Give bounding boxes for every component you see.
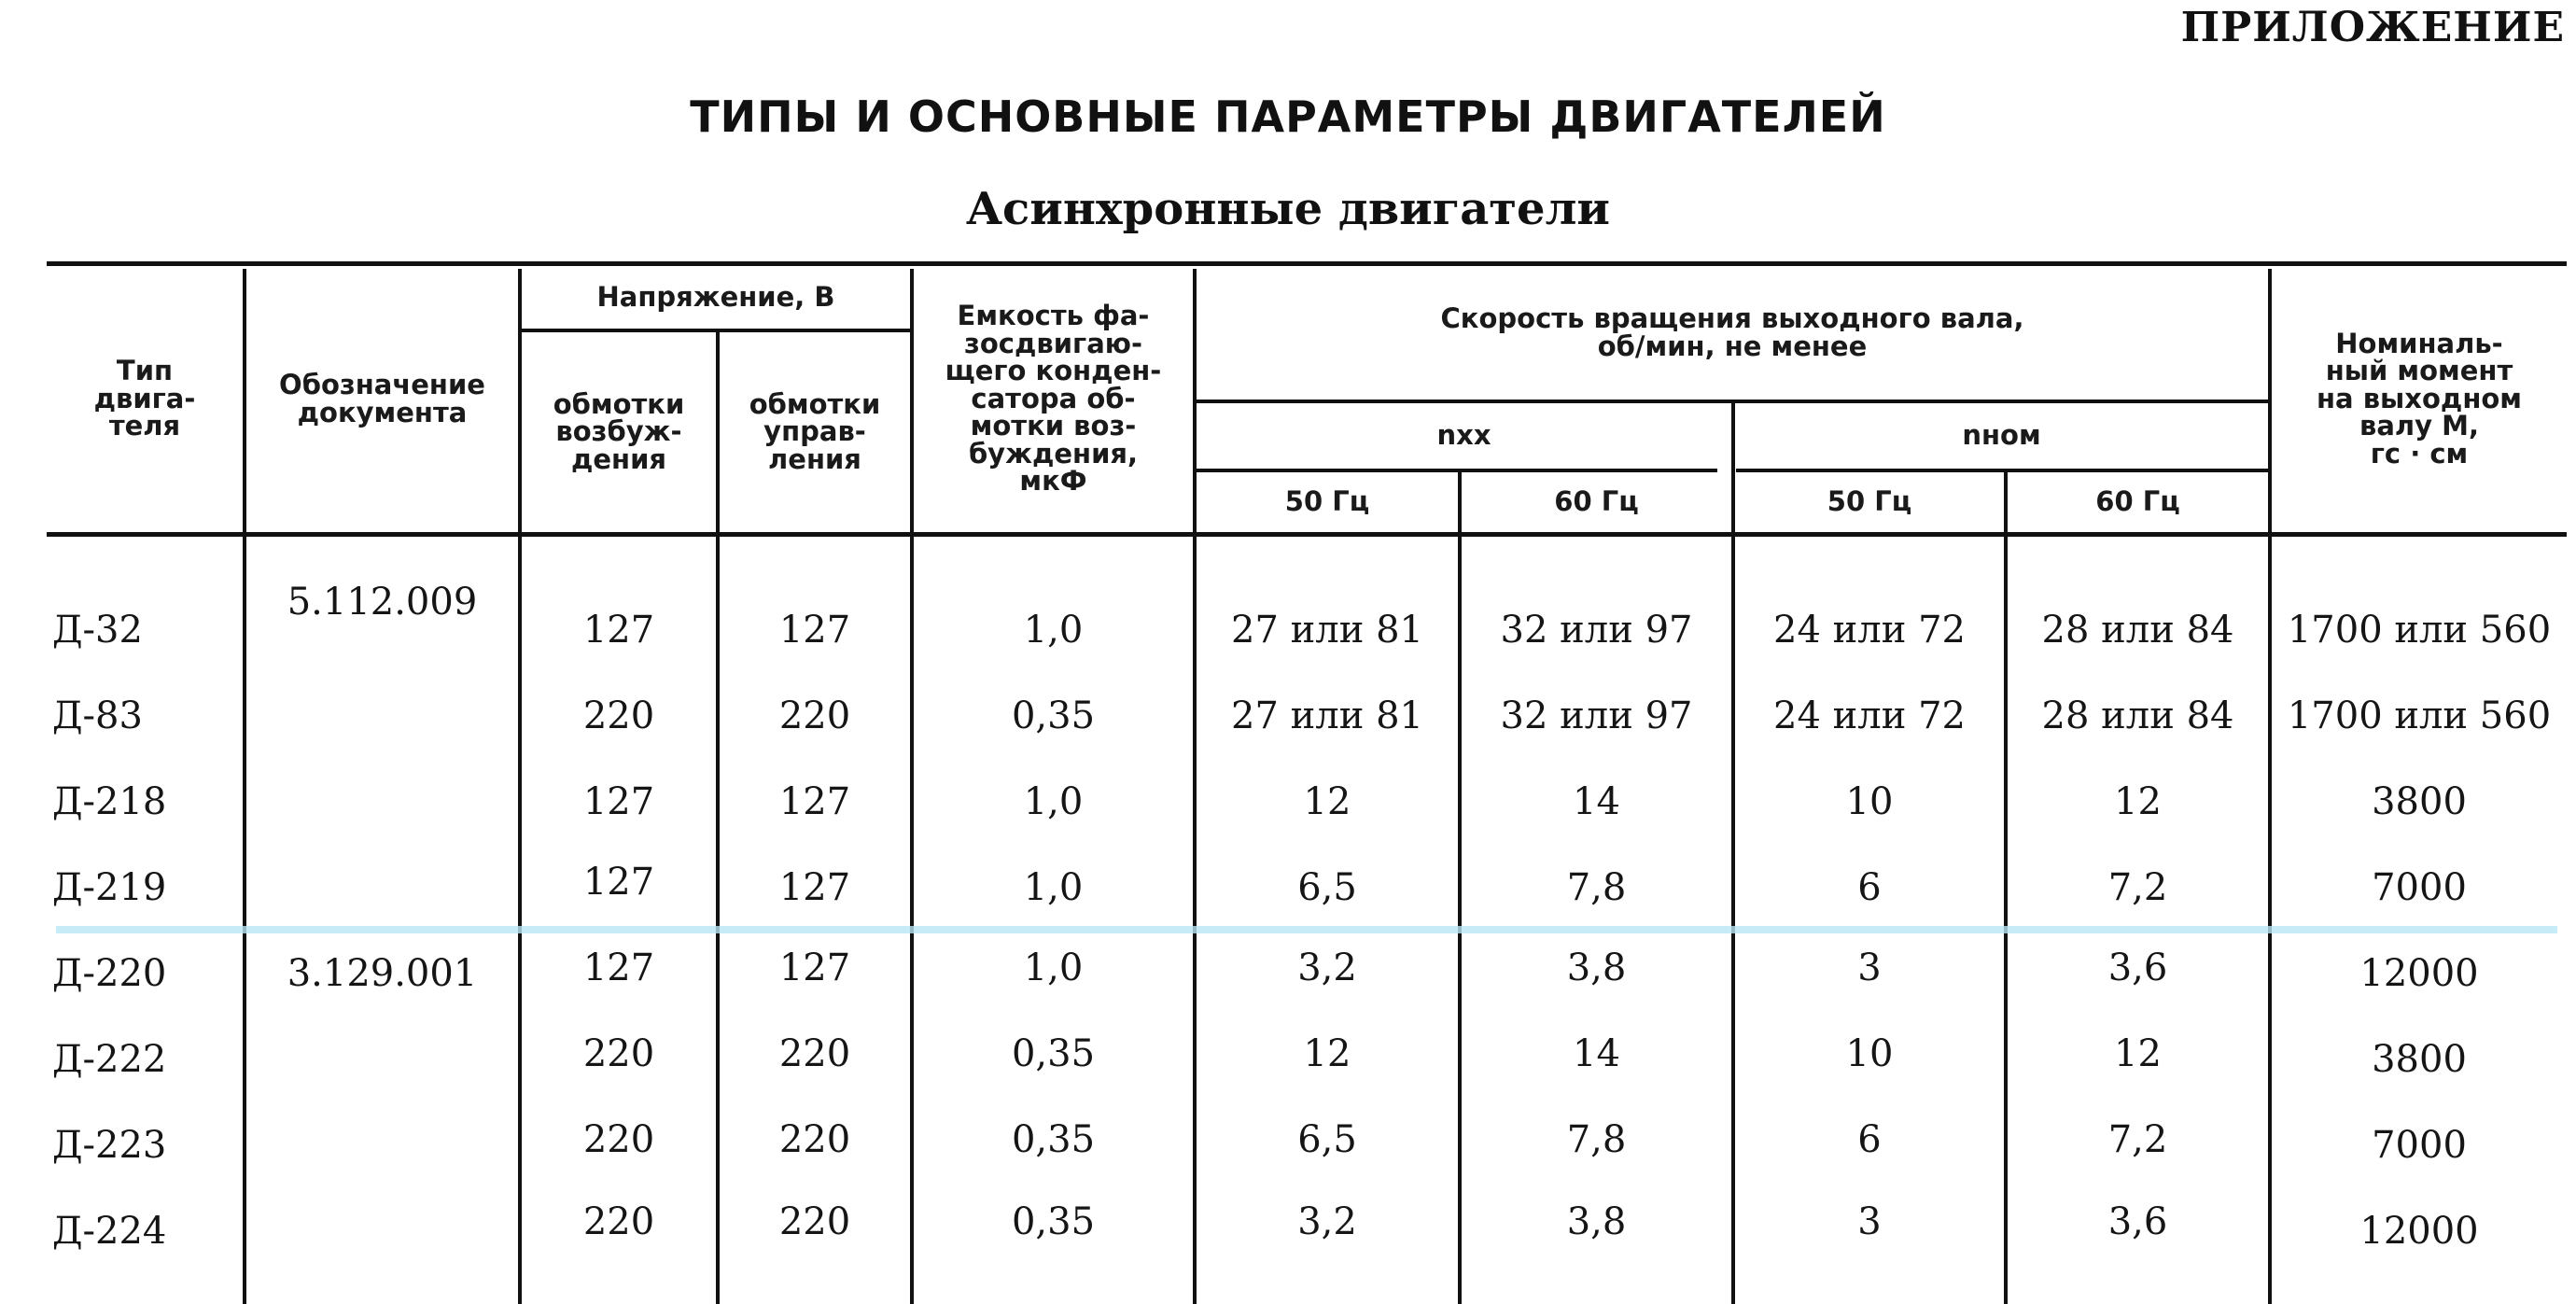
cell-nxx-60hz: 7,8 [1566, 1118, 1627, 1161]
cell-document [246, 762, 518, 842]
cell-voltage-control: 220 [778, 1200, 851, 1243]
cell-nxx-50hz: 6,5 [1297, 866, 1357, 909]
header-bottom-rule [47, 532, 2567, 537]
page-title: ТИПЫ И ОСНОВНЫЕ ПАРАМЕТРЫ ДВИГАТЕЛЕЙ [690, 91, 1886, 142]
header-document: Обозначение документа [279, 368, 485, 428]
cell-torque: 12000 [2359, 1210, 2479, 1253]
cell-voltage-excitation: 220 [582, 1200, 655, 1243]
header-nnom-50hz: 50 Гц [1827, 485, 1912, 518]
cell-nnom-60hz: 12 [2114, 780, 2162, 823]
cell-nnom-60hz: 3,6 [2107, 1200, 2168, 1243]
cell-document: 5.112.009 [287, 581, 478, 624]
header-voltage: Напряжение, В [596, 280, 835, 313]
cell-nnom-50hz: 3 [1857, 1200, 1882, 1243]
cell-nxx-50hz: 3,2 [1297, 1200, 1357, 1243]
cell-nxx-60hz: 7,8 [1566, 866, 1627, 909]
cell-type: Д-222 [52, 1038, 167, 1081]
cell-nnom-60hz: 3,6 [2107, 946, 2168, 989]
cell-type: Д-218 [52, 780, 167, 823]
header-nxx: nхх [1436, 419, 1491, 452]
cell-voltage-control: 220 [778, 1032, 851, 1075]
cell-voltage-control: 127 [778, 609, 851, 652]
cell-torque: 1700 или 560 [2287, 609, 2552, 652]
header-nxx-60hz: 60 Гц [1554, 485, 1639, 518]
cell-nxx-50hz: 12 [1303, 1032, 1351, 1075]
cell-document [246, 1191, 518, 1271]
cell-nxx-60hz: 3,8 [1566, 1200, 1627, 1243]
header-nnom-60hz: 60 Гц [2095, 485, 2180, 518]
cell-capacitance: 0,35 [1011, 1032, 1096, 1075]
cell-torque: 1700 или 560 [2287, 694, 2552, 737]
scan-artifact-line [56, 926, 2557, 933]
cell-nnom-50hz: 10 [1845, 780, 1894, 823]
header-nxx-50hz: 50 Гц [1284, 485, 1370, 518]
cell-nxx-60hz: 32 или 97 [1500, 609, 1693, 652]
cell-torque: 3800 [2372, 780, 2467, 823]
header-nnom: nном [1962, 419, 2041, 452]
cell-nnom-50hz: 6 [1857, 1118, 1882, 1161]
cell-document: 3.129.001 [287, 952, 478, 995]
cell-capacitance: 0,35 [1011, 1200, 1096, 1243]
header-excitation-winding: обмотки возбуж- дения [553, 387, 685, 475]
cell-document [246, 848, 518, 928]
cell-nxx-50hz: 3,2 [1297, 946, 1357, 989]
cell-nnom-50hz: 10 [1845, 1032, 1894, 1075]
cell-document [246, 1105, 518, 1185]
header-torque: Номиналь- ный момент на выходном валу М, гс · см [2317, 327, 2522, 470]
cell-nxx-60hz: 14 [1573, 1032, 1620, 1075]
cell-type: Д-83 [52, 694, 143, 737]
cell-nnom-60hz: 12 [2114, 1032, 2162, 1075]
cell-voltage-excitation: 127 [582, 609, 655, 652]
cell-nnom-60hz: 28 или 84 [2041, 694, 2234, 737]
cell-capacitance: 1,0 [1023, 866, 1084, 909]
cell-voltage-control: 220 [778, 694, 851, 737]
cell-type: Д-32 [52, 609, 143, 652]
cell-nnom-50hz: 6 [1857, 866, 1882, 909]
cell-voltage-excitation: 127 [582, 861, 655, 904]
cell-torque: 3800 [2372, 1038, 2467, 1081]
cell-torque: 12000 [2359, 952, 2479, 995]
cell-torque: 7000 [2372, 1124, 2467, 1167]
cell-nnom-60hz: 7,2 [2107, 1118, 2168, 1161]
cell-voltage-control: 127 [778, 866, 851, 909]
cell-type: Д-219 [52, 866, 167, 909]
cell-nnom-60hz: 28 или 84 [2041, 609, 2234, 652]
cell-nnom-50hz: 24 или 72 [1773, 609, 1966, 652]
section-subtitle: Асинхронные двигатели [965, 183, 1611, 235]
cell-voltage-excitation: 127 [582, 780, 655, 823]
cell-torque: 7000 [2372, 866, 2467, 909]
cell-voltage-excitation: 220 [582, 1032, 655, 1075]
cell-nxx-50hz: 27 или 81 [1231, 694, 1423, 737]
cell-capacitance: 1,0 [1023, 609, 1084, 652]
cell-voltage-excitation: 220 [582, 694, 655, 737]
cell-nxx-60hz: 32 или 97 [1500, 694, 1693, 737]
motor-parameters-table [47, 261, 2567, 1304]
cell-nnom-50hz: 3 [1857, 946, 1882, 989]
cell-type: Д-223 [52, 1124, 167, 1167]
cell-nxx-50hz: 12 [1303, 780, 1351, 823]
cell-document [246, 676, 518, 756]
cell-capacitance: 1,0 [1023, 946, 1084, 989]
header-speed: Скорость вращения выходного вала, об/мин, не менее [1440, 301, 2024, 362]
cell-nnom-60hz: 7,2 [2107, 866, 2168, 909]
cell-capacitance: 0,35 [1011, 1118, 1096, 1161]
cell-voltage-control: 127 [778, 946, 851, 989]
cell-nnom-50hz: 24 или 72 [1773, 694, 1966, 737]
header-control-winding: обмотки управ- ления [749, 387, 881, 475]
cell-voltage-excitation: 220 [582, 1118, 655, 1161]
header-type: Тип двига- теля [93, 355, 196, 442]
cell-voltage-control: 127 [778, 780, 851, 823]
header-capacitance: Емкость фа- зосдвигаю- щего конден- сатора об- мотки воз- буждения, мкФ [945, 299, 1162, 498]
cell-nxx-60hz: 3,8 [1566, 946, 1627, 989]
cell-document [246, 1019, 518, 1100]
cell-capacitance: 0,35 [1011, 694, 1096, 737]
cell-nxx-60hz: 14 [1573, 780, 1620, 823]
cell-nxx-50hz: 6,5 [1297, 1118, 1357, 1161]
appendix-label: ПРИЛОЖЕНИЕ [2180, 4, 2565, 51]
cell-type: Д-220 [52, 952, 167, 995]
cell-type: Д-224 [52, 1210, 167, 1253]
cell-voltage-excitation: 127 [582, 946, 655, 989]
cell-capacitance: 1,0 [1023, 780, 1084, 823]
cell-nxx-50hz: 27 или 81 [1231, 609, 1423, 652]
cell-voltage-control: 220 [778, 1118, 851, 1161]
